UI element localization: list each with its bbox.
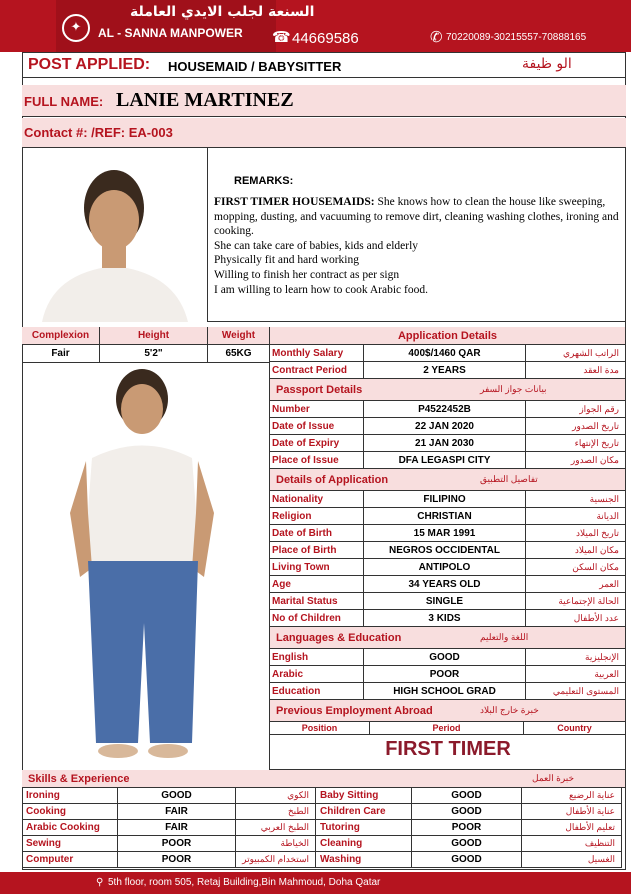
details-7-arabic: عدد الأطفال xyxy=(526,610,626,627)
full-name-label: FULL NAME: xyxy=(24,94,104,109)
skill-right-value: POOR xyxy=(412,820,522,836)
languages-0-arabic: الإنجليزية xyxy=(526,649,626,666)
details-6-value: SINGLE xyxy=(364,593,526,610)
details-3-label: Place of Birth xyxy=(270,542,364,559)
skills-title-row xyxy=(22,770,626,788)
mobile-icon: ✆ xyxy=(430,28,443,46)
full-body-photo xyxy=(22,363,270,770)
employment-header-2: Country xyxy=(524,722,626,735)
details-section-row xyxy=(270,469,626,491)
full-name-value: LANIE MARTINEZ xyxy=(116,89,294,111)
height-value: 5'2" xyxy=(100,345,208,363)
agency-name-english: AL - SANNA MANPOWER xyxy=(98,26,243,40)
skill-left-value: POOR xyxy=(118,836,236,852)
headshot-photo xyxy=(22,148,208,322)
passport-0-arabic: رقم الجواز xyxy=(526,401,626,418)
details-2-label: Date of Birth xyxy=(270,525,364,542)
details-section-title: Details of Application xyxy=(276,473,389,486)
skill-right-arabic: تعليم الأطفال xyxy=(522,820,622,836)
employment-section-title-arabic: خبرة خارج البلاد xyxy=(480,705,539,715)
remarks-body xyxy=(214,195,622,297)
skill-left-arabic: استخدام الكمبيوتر xyxy=(236,852,316,868)
post-applied-row xyxy=(22,52,626,78)
details-1-label: Religion xyxy=(270,508,364,525)
header-bar xyxy=(0,0,631,52)
agency-name-arabic: السنعة لجلب الايدي العاملة xyxy=(130,4,315,20)
remarks-cell xyxy=(208,148,626,322)
details-7-value: 3 KIDS xyxy=(364,610,526,627)
skill-left-value: FAIR xyxy=(118,804,236,820)
skill-left-label: Sewing xyxy=(22,836,118,852)
passport-0-value: P4522452B xyxy=(364,401,526,418)
passport-0-label: Number xyxy=(270,401,364,418)
skill-right-value: GOOD xyxy=(412,852,522,868)
details-4-value: ANTIPOLO xyxy=(364,559,526,576)
weight-header: Weight xyxy=(208,327,270,345)
employment-header-0: Position xyxy=(270,722,370,735)
remarks-line: Physically fit and hard working xyxy=(214,254,360,267)
height-header: Height xyxy=(100,327,208,345)
first-timer-banner: FIRST TIMER xyxy=(270,730,626,770)
skill-left-arabic: الخياطة xyxy=(236,836,316,852)
phone-number: 44669586 xyxy=(292,30,359,47)
remarks-line: I am willing to learn how to cook Arabic food. xyxy=(214,283,428,296)
passport-3-label: Place of Issue xyxy=(270,452,364,469)
languages-1-value: POOR xyxy=(364,666,526,683)
skill-left-arabic: الكوي xyxy=(236,788,316,804)
application-1-label: Contract Period xyxy=(270,362,364,379)
details-0-label: Nationality xyxy=(270,491,364,508)
skills-title-arabic: خبرة العمل xyxy=(532,773,575,783)
remarks-line: She can take care of babies, kids and elderly xyxy=(214,239,419,252)
skill-left-label: Ironing xyxy=(22,788,118,804)
skill-left-value: FAIR xyxy=(118,820,236,836)
employment-section-title: Previous Employment Abroad xyxy=(276,704,433,717)
details-5-value: 34 YEARS OLD xyxy=(364,576,526,593)
details-0-value: FILIPINO xyxy=(364,491,526,508)
skill-right-label: Children Care xyxy=(316,804,412,820)
passport-2-value: 21 JAN 2030 xyxy=(364,435,526,452)
passport-1-label: Date of Issue xyxy=(270,418,364,435)
skill-right-label: Washing xyxy=(316,852,412,868)
details-5-arabic: العمر xyxy=(526,576,626,593)
passport-section-title: Passport Details xyxy=(276,383,363,396)
post-label-arabic: الو ظيفة xyxy=(522,56,572,72)
skill-left-label: Computer xyxy=(22,852,118,868)
details-6-label: Marital Status xyxy=(270,593,364,610)
complexion-header: Complexion xyxy=(22,327,100,345)
application-0-value: 400$/1460 QAR xyxy=(364,345,526,362)
passport-2-label: Date of Expiry xyxy=(270,435,364,452)
post-value: HOUSEMAID / BABYSITTER xyxy=(168,59,342,74)
languages-1-arabic: العربية xyxy=(526,666,626,683)
skill-left-label: Arabic Cooking xyxy=(22,820,118,836)
passport-section-title-arabic: بيانات جواز السفر xyxy=(480,384,547,394)
skill-left-value: GOOD xyxy=(118,788,236,804)
agency-logo-icon: ✦ xyxy=(62,14,90,42)
details-6-arabic: الحالة الإجتماعية xyxy=(526,593,626,610)
skill-right-value: GOOD xyxy=(412,836,522,852)
contact-row xyxy=(22,118,626,148)
skill-right-arabic: التنظيف xyxy=(522,836,622,852)
location-pin-icon: ⚲ xyxy=(96,877,104,888)
languages-0-label: English xyxy=(270,649,364,666)
languages-2-arabic: المستوى التعليمي xyxy=(526,683,626,700)
contact-ref: Contact #: /REF: EA-003 xyxy=(24,125,173,140)
languages-section-row xyxy=(270,627,626,649)
details-5-label: Age xyxy=(270,576,364,593)
headshot-cell xyxy=(22,148,208,322)
languages-section-title-arabic: اللغة والتعليم xyxy=(480,632,529,642)
skill-right-label: Cleaning xyxy=(316,836,412,852)
passport-3-arabic: مكان الصدور xyxy=(526,452,626,469)
passport-2-arabic: تاريخ الإنتهاء xyxy=(526,435,626,452)
application-1-arabic: مدة العقد xyxy=(526,362,626,379)
remarks-line: Willing to finish her contract as per sign xyxy=(214,268,400,281)
skill-right-arabic: الغسيل xyxy=(522,852,622,868)
skill-left-value: POOR xyxy=(118,852,236,868)
details-0-arabic: الجنسية xyxy=(526,491,626,508)
details-4-label: Living Town xyxy=(270,559,364,576)
employment-section-row xyxy=(270,700,626,722)
details-7-label: No of Children xyxy=(270,610,364,627)
application-0-arabic: الراتب الشهري xyxy=(526,345,626,362)
skill-right-arabic: عناية الأطفال xyxy=(522,804,622,820)
full-name-row xyxy=(22,85,626,117)
skill-left-arabic: الطبخ العربي xyxy=(236,820,316,836)
skill-right-label: Baby Sitting xyxy=(316,788,412,804)
footer-bar xyxy=(0,872,631,894)
skill-left-label: Cooking xyxy=(22,804,118,820)
details-section-title-arabic: تفاصيل التطبيق xyxy=(480,474,538,484)
footer-address: 5th floor, room 505, Retaj Building,Bin Mahmoud, Doha Qatar xyxy=(108,877,381,888)
application-1-value: 2 YEARS xyxy=(364,362,526,379)
mobile-numbers: 70220089-30215557-70888165 xyxy=(446,32,587,43)
full-body-cell xyxy=(22,363,270,770)
languages-0-value: GOOD xyxy=(364,649,526,666)
skill-right-value: GOOD xyxy=(412,788,522,804)
languages-section-title: Languages & Education xyxy=(276,631,402,644)
remarks-lead-bold: FIRST TIMER HOUSEMAIDS: xyxy=(214,196,375,208)
languages-2-label: Education xyxy=(270,683,364,700)
details-4-arabic: مكان السكن xyxy=(526,559,626,576)
skills-title: Skills & Experience xyxy=(28,772,130,785)
languages-1-label: Arabic xyxy=(270,666,364,683)
languages-2-value: HIGH SCHOOL GRAD xyxy=(364,683,526,700)
skill-right-arabic: عناية الرضيع xyxy=(522,788,622,804)
post-label: POST APPLIED: xyxy=(28,56,151,73)
employment-header-1: Period xyxy=(370,722,524,735)
details-3-arabic: مكان الميلاد xyxy=(526,542,626,559)
passport-1-arabic: تاريخ الصدور xyxy=(526,418,626,435)
passport-1-value: 22 JAN 2020 xyxy=(364,418,526,435)
remarks-title: REMARKS: xyxy=(234,175,294,187)
skill-right-label: Tutoring xyxy=(316,820,412,836)
passport-section-row xyxy=(270,379,626,401)
skill-left-arabic: الطبخ xyxy=(236,804,316,820)
complexion-value: Fair xyxy=(22,345,100,363)
weight-value: 65KG xyxy=(208,345,270,363)
details-1-arabic: الديانة xyxy=(526,508,626,525)
application-0-label: Monthly Salary xyxy=(270,345,364,362)
skill-right-value: GOOD xyxy=(412,804,522,820)
details-3-value: NEGROS OCCIDENTAL xyxy=(364,542,526,559)
details-1-value: CHRISTIAN xyxy=(364,508,526,525)
passport-3-value: DFA LEGASPI CITY xyxy=(364,452,526,469)
phone-icon: ☎ xyxy=(272,28,291,46)
details-2-arabic: تاريخ الميلاد xyxy=(526,525,626,542)
remarks-lead-text: She knows how to clean the house like sweeping, mopping, dusting, and vacuuming to remove dirt, cleaning washing clothes, ironing and cooking. xyxy=(214,196,619,238)
application-title: Application Details xyxy=(270,327,626,345)
details-2-value: 15 MAR 1991 xyxy=(364,525,526,542)
